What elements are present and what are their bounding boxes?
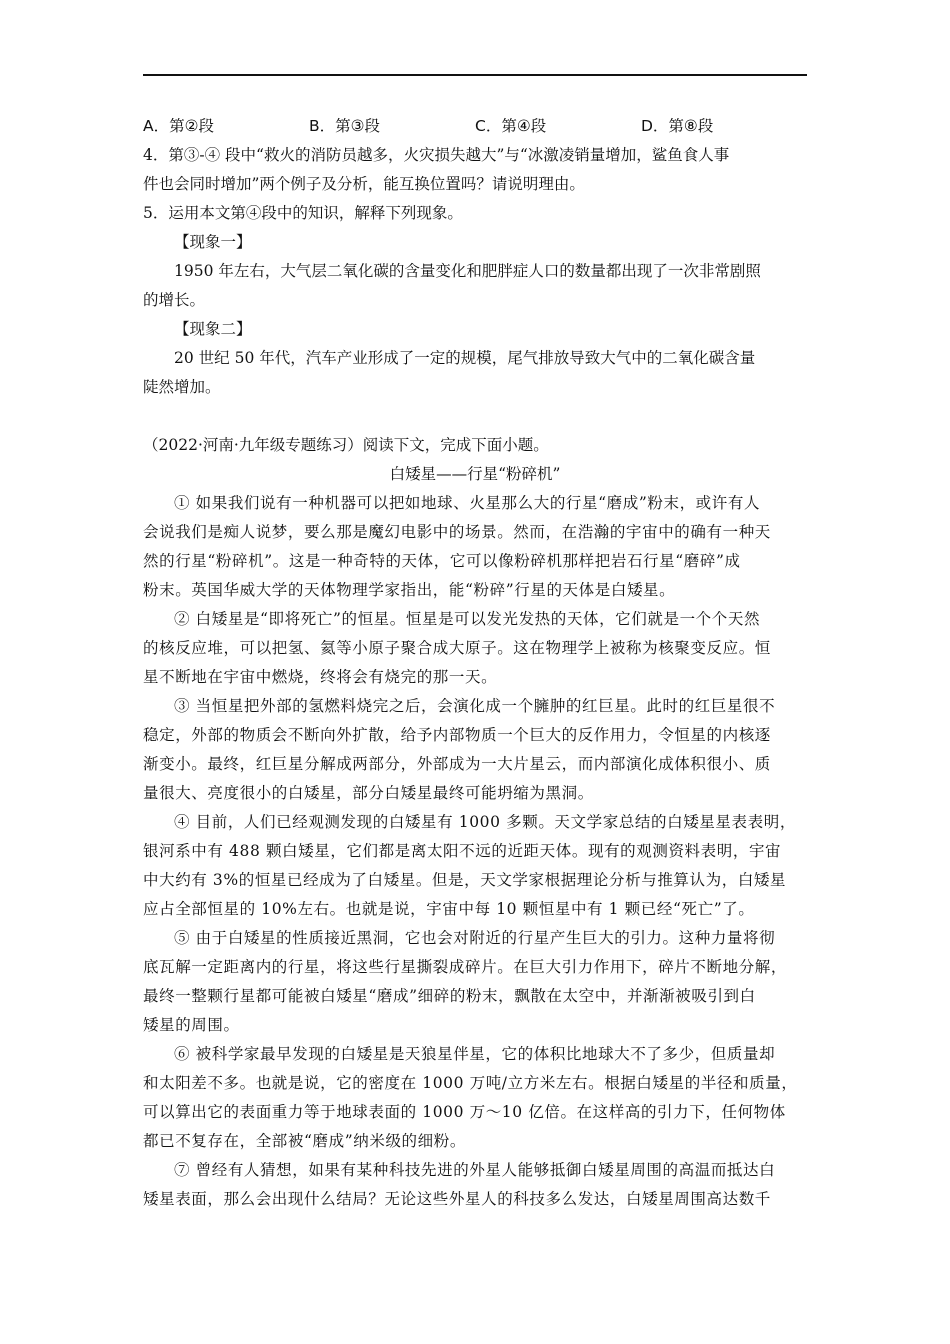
- paragraph-line: 稳定，外部的物质会不断向外扩散，给予内部物质一个巨大的反作用力，令恒星的内核逐: [143, 726, 771, 744]
- paragraph-line: 银河系中有 488 颗白矮星，它们都是离太阳不远的近距天体。现有的观测资料表明，宇宙: [143, 842, 782, 860]
- question-5: 5．运用本文第④段中的知识，解释下列现象。: [143, 204, 463, 222]
- answer-options: [143, 112, 807, 141]
- question-4: [143, 141, 807, 199]
- paragraph-line: ① 如果我们说有一种机器可以把如地球、火星那么大的行星“磨成”粉末，或许有人: [174, 494, 761, 512]
- paragraph-line: 量很大、亮度很小的白矮星，部分白矮星最终可能坍缩为黑洞。: [143, 784, 594, 802]
- paragraph-line: ⑥ 被科学家最早发现的白矮星是天狼星伴星，它的体积比地球大不了多少，但质量却: [174, 1045, 776, 1063]
- article-title: 白矮星——行星“粉碎机”: [389, 465, 561, 483]
- paragraph-line: ⑦ 曾经有人猜想，如果有某种科技先进的外星人能够抵御白矮星周围的高温而抵达白: [174, 1161, 776, 1179]
- paragraph-line: ② 白矮星是“即将死亡”的恒星。恒星是可以发光发热的天体，它们就是一个个天然: [174, 610, 761, 628]
- article-paragraph: [143, 808, 807, 924]
- paragraph-line: ④ 目前，人们已经观测发现的白矮星有 1000 多颗。天文学家总结的白矮星星表表明，: [174, 813, 796, 831]
- option-c: C．第④段: [475, 117, 547, 135]
- paragraph-line: 粉末。英国华威大学的天体物理学家指出，能“粉碎”行星的天体是白矮星。: [143, 581, 676, 599]
- phenomenon-1-text: 的增长。: [143, 291, 206, 309]
- paragraph-line: 矮星的周围。: [143, 1016, 240, 1034]
- article-paragraph: [143, 605, 807, 692]
- document-body: [143, 112, 807, 1214]
- option-a: A．第②段: [143, 117, 214, 135]
- paragraph-line: ③ 当恒星把外部的氢燃料烧完之后，会演化成一个臃肿的红巨星。此时的红巨星很不: [174, 697, 776, 715]
- header-rule: [143, 74, 807, 76]
- question-4-line: 4．第③-④ 段中“救火的消防员越多，火灾损失越大”与“冰激凌销量增加，鲨鱼食人事: [143, 146, 730, 164]
- paragraph-line: 会说我们是痴人说梦，要么那是魔幻电影中的场景。然而，在浩瀚的宇宙中的确有一种天: [143, 523, 771, 541]
- paragraph-line: 应占全部恒星的 10%左右。也就是说，宇宙中每 10 颗恒星中有 1 颗已经“死亡”了。: [143, 900, 755, 918]
- article-paragraph: [143, 1040, 807, 1156]
- phenomenon-1-text: 1950 年左右，大气层二氧化碳的含量变化和肥胖症人口的数量都出现了一次非常剧照: [174, 262, 761, 280]
- option-d: D．第⑧段: [641, 117, 714, 135]
- paragraph-line: 和太阳差不多。也就是说，它的密度在 1000 万吨/立方米左右。根据白矮星的半径和质量，: [143, 1074, 798, 1092]
- source-line: （2022·河南·九年级专题练习）阅读下文，完成下面小题。: [143, 436, 549, 454]
- paragraph-line: 然的行星“粉碎机”。这是一种奇特的天体，它可以像粉碎机那样把岩石行星“磨碎”成: [143, 552, 741, 570]
- paragraph-line: 可以算出它的表面重力等于地球表面的 1000 万～10 亿倍。在这样高的引力下，任何物体: [143, 1103, 786, 1121]
- phenomenon-1-title: 【现象一】: [174, 233, 252, 251]
- paragraph-line: 矮星表面，那么会出现什么结局？无论这些外星人的科技多么发达，白矮星周围高达数千: [143, 1190, 771, 1208]
- paragraph-line: 渐变小。最终，红巨星分解成两部分，外部成为一大片星云，而内部演化成体积很小、质: [143, 755, 771, 773]
- paragraph-line: 都已不复存在，全部被“磨成”纳米级的细粉。: [143, 1132, 466, 1150]
- paragraph-line: 中大约有 3%的恒星已经成为了白矮星。但是，天文学家根据理论分析与推算认为，白矮星: [143, 871, 787, 889]
- article-paragraph: [143, 924, 807, 1040]
- option-b: B．第③段: [309, 117, 381, 135]
- paragraph-line: 底瓦解一定距离内的行星，将这些行星撕裂成碎片。在巨大引力作用下，碎片不断地分解，: [143, 958, 788, 976]
- article-paragraph: [143, 1156, 807, 1214]
- paragraph-line: 星不断地在宇宙中燃烧，终将会有烧完的那一天。: [143, 668, 498, 686]
- paragraph-line: 的核反应堆，可以把氢、氦等小原子聚合成大原子。这在物理学上被称为核聚变反应。恒: [143, 639, 771, 657]
- article-paragraph: [143, 692, 807, 808]
- article-paragraph: [143, 489, 807, 605]
- article-paragraphs: [143, 489, 807, 1214]
- phenomenon-2-title: 【现象二】: [174, 320, 252, 338]
- paragraph-line: ⑤ 由于白矮星的性质接近黑洞，它也会对附近的行星产生巨大的引力。这种力量将彻: [174, 929, 776, 947]
- paragraph-line: 最终一整颗行星都可能被白矮星“磨成”细碎的粉末，飘散在太空中，并渐渐被吸引到白: [143, 987, 756, 1005]
- phenomenon-2-text: 20 世纪 50 年代，汽车产业形成了一定的规模，尾气排放导致大气中的二氧化碳含量: [174, 349, 756, 367]
- phenomenon-2-text: 陡然增加。: [143, 378, 221, 396]
- spacer: [143, 402, 807, 431]
- question-4-line: 件也会同时增加”两个例子及分析，能互换位置吗？请说明理由。: [143, 175, 585, 193]
